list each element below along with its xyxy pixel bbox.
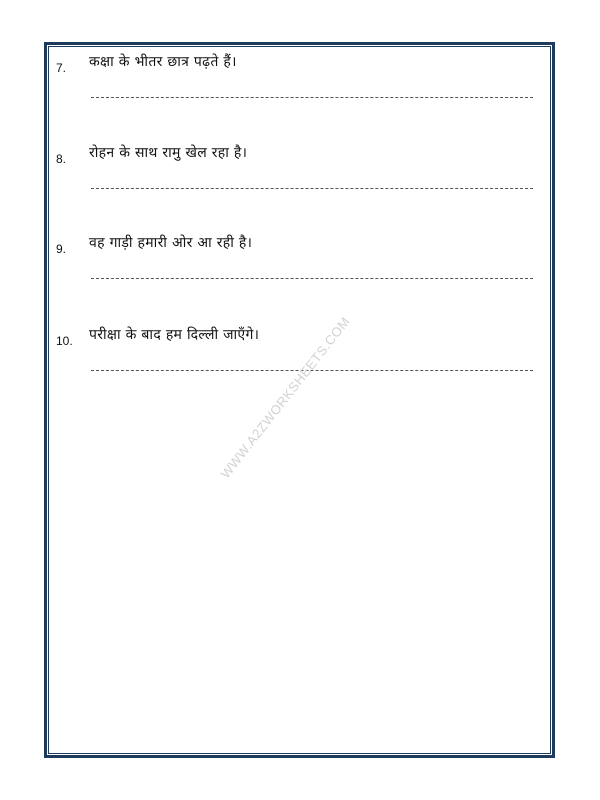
question-number: 9. xyxy=(56,242,67,256)
question-text: परीक्षा के बाद हम दिल्ली जाएँगे। xyxy=(89,327,260,343)
question-number: 10. xyxy=(56,334,73,348)
answer-line[interactable] xyxy=(91,97,533,98)
question-text: वह गाड़ी हमारी ओर आ रही है। xyxy=(89,235,253,251)
question-number: 7. xyxy=(56,61,67,75)
question-number: 8. xyxy=(56,152,67,166)
question-text: रोहन के साथ रामु खेल रहा है। xyxy=(89,145,248,161)
watermark-text: WWW.A2ZWORKSHEETS.COM xyxy=(217,313,353,482)
question-text: कक्षा के भीतर छात्र पढ़ते हैं। xyxy=(89,54,237,70)
answer-line[interactable] xyxy=(91,278,533,279)
answer-line[interactable] xyxy=(91,188,533,189)
